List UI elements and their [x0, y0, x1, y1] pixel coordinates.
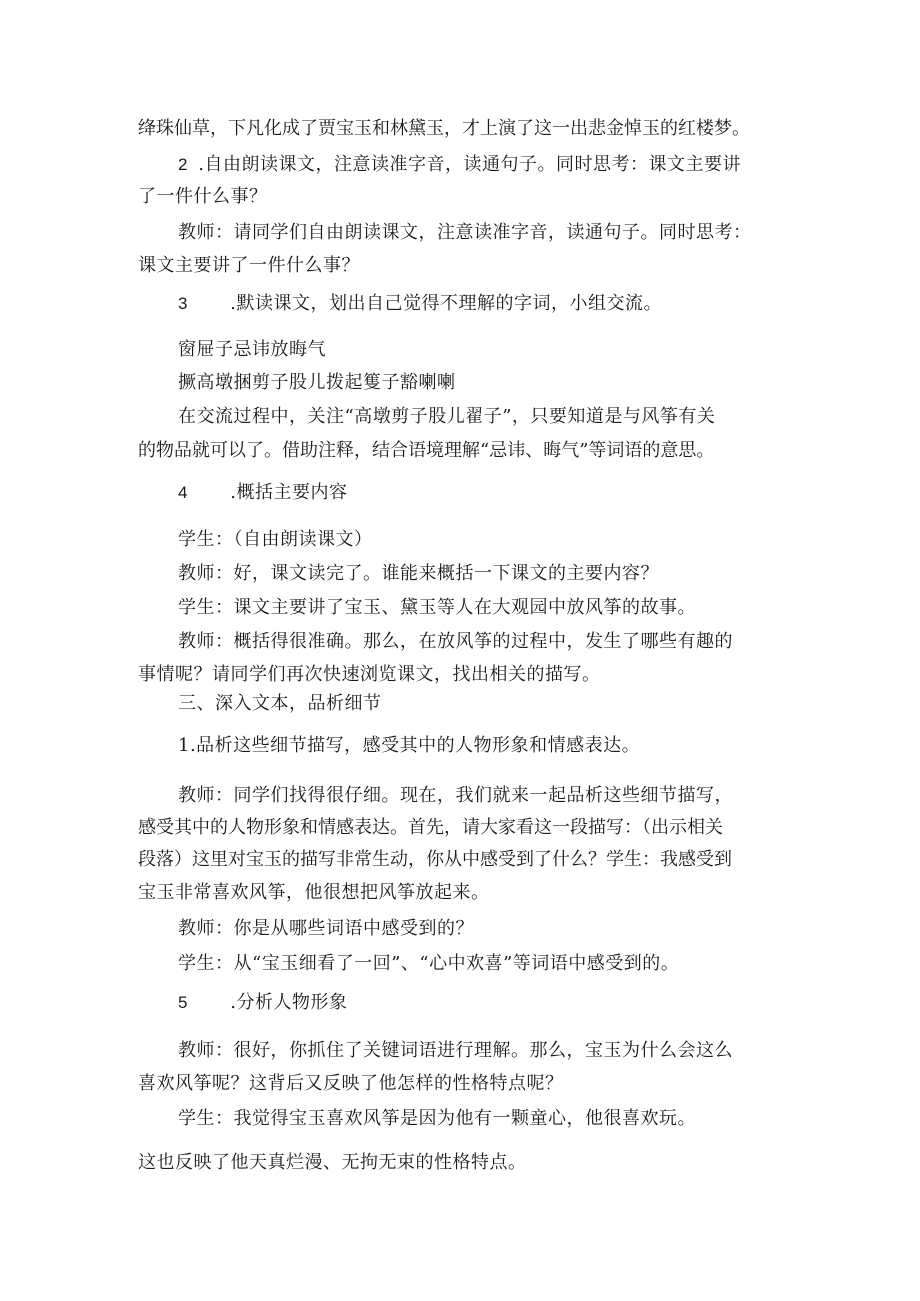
- dialogue-line: 学生：从“宝玉细看了一回”、“心中欢喜”等词语中感受到的。: [178, 953, 680, 974]
- item-text: .自由朗读课文，注意读准字音，读通句子。同时思考：课文主要讲: [198, 154, 741, 175]
- text-line: 喜欢风筝呢？这背后又反映了他怎样的性格特点呢？: [138, 1073, 564, 1094]
- item-text: .概括主要内容: [230, 482, 348, 503]
- text-line: 在交流过程中，关注“高墩剪子股儿翟子”，只要知道是与风筝有关: [178, 406, 716, 427]
- subsection-heading: 1.品析这些细节描写，感受其中的人物形象和情感表达。: [178, 735, 641, 756]
- text-line: 事情呢？请同学们再次快速浏览课文，找出相关的描写。: [138, 664, 601, 685]
- text-line: 这也反映了他天真烂漫、无拘无束的性格特点。: [138, 1152, 527, 1173]
- vocabulary-line: 窗屉子忌讳放晦气: [178, 339, 326, 360]
- item-number: 5: [178, 993, 188, 1012]
- item-text: .默读课文，划出自己觉得不理解的字词，小组交流。: [230, 293, 662, 314]
- dialogue-line: 教师：概括得很准确。那么，在放风筝的过程中，发生了哪些有趣的: [178, 631, 733, 652]
- text-line: 课文主要讲了一件什么事？: [138, 255, 360, 276]
- text-line: 了一件什么事？: [138, 186, 268, 207]
- item-number: 3: [178, 294, 188, 313]
- dialogue-line: 教师：很好，你抓住了关键词语进行理解。那么，宝玉为什么会这么: [178, 1040, 733, 1061]
- dialogue-line: 教师：你是从哪些词语中感受到的？: [178, 918, 474, 939]
- item-number: 2: [178, 155, 188, 174]
- dialogue-line: 教师：同学们找得很仔细。现在，我们就来一起品析这些细节描写，: [178, 785, 733, 806]
- numbered-item-4: [178, 482, 798, 504]
- text-line: 的物品就可以了。借助注释，结合语境理解“忌讳、晦气”等词语的意思。: [138, 440, 715, 461]
- section-heading: 三、深入文本，品析细节: [178, 693, 382, 714]
- dialogue-line: 学生：课文主要讲了宝玉、黛玉等人在大观园中放风筝的故事。: [178, 597, 696, 618]
- dialogue-line: 教师：好，课文读完了。谁能来概括一下课文的主要内容？: [178, 563, 659, 584]
- numbered-item-2: [178, 154, 798, 176]
- item-number: 4: [178, 483, 188, 502]
- numbered-item-3: [178, 293, 798, 315]
- vocabulary-line: 撅高墩捆剪子股儿拨起篗子豁喇喇: [178, 372, 456, 393]
- item-text: .分析人物形象: [230, 992, 348, 1013]
- text-line: 宝玉非常喜欢风筝，他很想把风筝放起来。: [138, 882, 490, 903]
- numbered-item-5: [178, 992, 798, 1014]
- text-line: 教师：请同学们自由朗读课文，注意读准字音，读通句子。同时思考：: [178, 222, 752, 243]
- dialogue-line: 学生：（自由朗读课文）: [178, 529, 373, 550]
- text-line: 绛珠仙草，下凡化成了贾宝玉和林黛玉，才上演了这一出悲金悼玉的红楼梦。: [138, 118, 750, 139]
- text-line: 感受其中的人物形象和情感表达。首先，请大家看这一段描写：（出示相关: [138, 817, 723, 838]
- dialogue-line: 学生：我觉得宝玉喜欢风筝是因为他有一颗童心，他很喜欢玩。: [178, 1108, 696, 1129]
- text-line: 段落）这里对宝玉的描写非常生动，你从中感受到了什么？学生：我感受到: [138, 849, 732, 870]
